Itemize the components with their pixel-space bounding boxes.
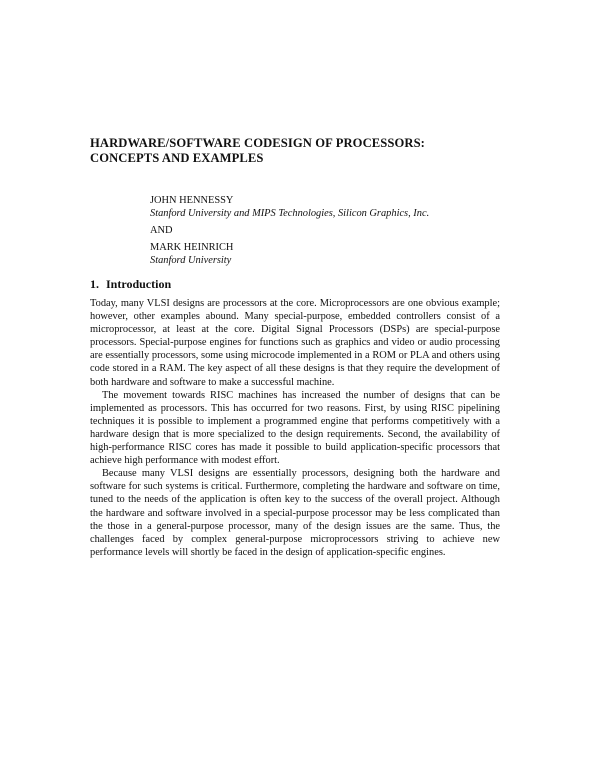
body-text: [90, 297, 500, 559]
paper-title: [90, 136, 510, 166]
title-line-1: HARDWARE/SOFTWARE CODESIGN OF PROCESSORS:: [90, 136, 425, 150]
author-separator: AND: [150, 225, 173, 236]
author-affiliation-2: Stanford University: [150, 255, 232, 266]
author-affiliation-1: Stanford University and MIPS Technologies, Silicon Graphics, Inc.: [150, 208, 430, 219]
section-number: 1.: [90, 277, 99, 291]
paragraph-2: The movement towards RISC machines has increased the number of designs that can be implemented as processors. This has occurred for two reasons. First, by using RISC pipelining techniques it is possible to implement a programmed engine that performs competitively with a hardware design that is more specialized to the design requirements. Second, the availability of high-performance RISC cores has made it possible to build application-specific processors that achieve high performance with modest effort.: [90, 389, 500, 467]
paragraph-3: Because many VLSI designs are essentially processors, designing both the hardware and software for such systems is critical. Furthermore, completing the hardware and software on time, tuned to the needs of the application is often key to the success of the overall project. Although the hardware and software involved in a special-purpose processor may be less complicated than the those in a general-purpose processor, many of the design issues are the same. Thus, the challenges faced by complex general-purpose microprocessors striving to achieve new performance levels will shortly be faced in the design of application-specific engines.: [90, 468, 500, 558]
section-title: Introduction: [106, 277, 172, 291]
author-name-2: MARK HEINRICH: [150, 242, 234, 253]
author-block: [150, 194, 510, 267]
section-heading: [90, 277, 171, 291]
paragraph-1: Today, many VLSI designs are processors at the core. Microprocessors are one obvious example; however, other examples abound. Many special-purpose, embedded controllers consist of a microprocessor, at least at the core. Digital Signal Processors (DSPs) are special-purpose processors. Special-purpose engines for functions such as graphics and video or audio processing are essentially processors, some using microcode implemented in a ROM or PLA and others using code stored in a RAM. The key aspect of all these designs is that they require the development of both hardware and software to make a successful machine.: [90, 298, 500, 388]
author-name-1: JOHN HENNESSY: [150, 195, 234, 206]
title-line-2: CONCEPTS AND EXAMPLES: [90, 151, 264, 165]
